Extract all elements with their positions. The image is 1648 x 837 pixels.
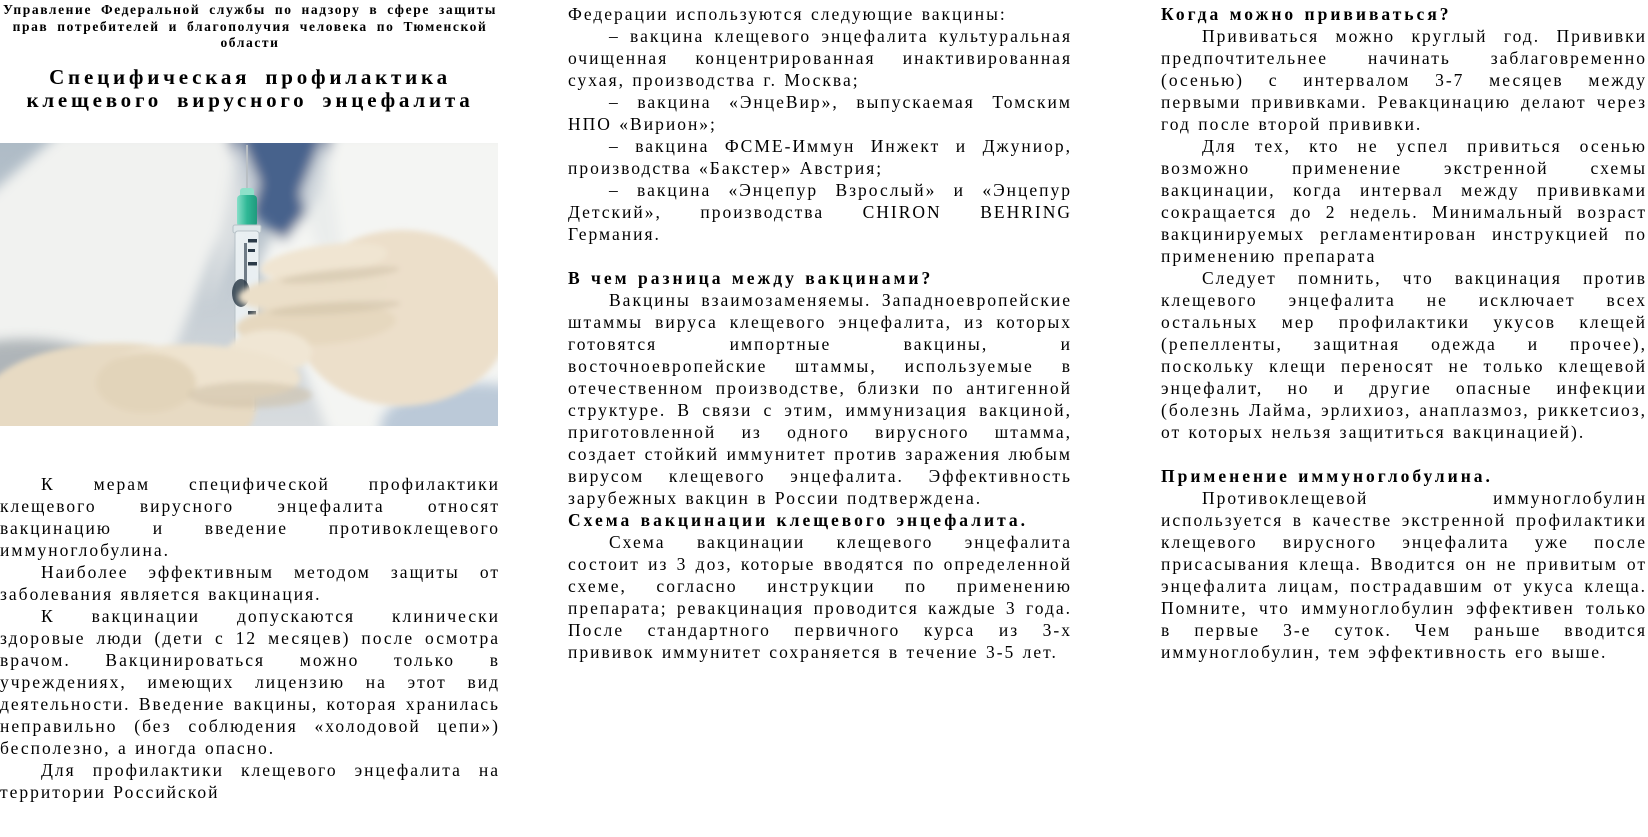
body-paragraph: Федерации используются следующие вакцины: [568, 4, 1007, 24]
body-paragraph: Схема вакцинации клещевого энцефалита состоит из 3 доз, которые вводятся по определенной схеме, согласно инструкции по применению препарата; ревакцинация проводится каждые 3 года. После стандартного первичного курса из 3-х прививок иммунитет сохраняется в течение 3-5 лет. [568, 532, 1072, 662]
body-paragraph: – вакцина ФСМЕ-Иммун Инжект и Джуниор, производства «Бакстер» Австрия; [568, 136, 1072, 178]
section-heading: Когда можно прививаться? [1161, 4, 1452, 24]
body-paragraph: Вакцины взаимозаменяемы. Западноевропейские штаммы вируса клещевого энцефалита, из которых готовятся импортные вакцины, и восточноевропейские штаммы, используемые в отечественном производстве, близки по антигенной структуре. В связи с этим, иммунизация вакциной, приготовленной из одного вирусного штамма, создает стойкий иммунитет против заражения любым вирусом клещевого энцефалита. Эффективность зарубежных вакцин в России подтверждена. [568, 290, 1072, 508]
column-left [0, 0, 500, 803]
org-header: Управление Федеральной службы по надзору в сфере защиты прав потребителей и благополучия человека по Тюменской области [2, 2, 498, 50]
section-heading: В чем разница между вакцинами? [568, 268, 934, 288]
syringe-photo [0, 143, 498, 426]
paragraph-spacer [568, 245, 1072, 267]
section-heading: Применение иммуноглобулина. [1161, 466, 1493, 486]
syringe-cap [237, 195, 257, 227]
body-paragraph: Для профилактики клещевого энцефалита на территории Российской [0, 759, 500, 802]
body-paragraph: – вакцина клещевого энцефалита культуральная очищенная концентрированная инактивированная сухая, производства г. Москва; [568, 26, 1072, 90]
syringe-needle [246, 145, 248, 193]
body-paragraph: Наиболее эффективным методом защиты от заболевания является вакцинация. [0, 561, 500, 604]
syringe-photo-illustration [0, 143, 498, 426]
body-paragraph: Следует помнить, что вакцинация против клещевого энцефалита не исключает всех остальных мер профилактики укусов клещей (репелленты, защитная одежда и прочее), поскольку клещи переносят не только клещевой энцефалит, но и другие опасные инфекции (болезнь Лайма, эрлихиоз, анаплазмоз, риккетсиоз, от которых нельзя защититься вакцинацией). [1161, 268, 1647, 442]
body-paragraph: Для тех, кто не успел привиться осенью возможно применение экстренной схемы вакцинации, когда интервал между прививками сокращается до 2 недель. Минимальный возраст вакцинируемых регламентирован инструкцией по применению препарата [1161, 136, 1647, 266]
page-title: Специфическая профилактика клещевого вирусного энцефалита [26, 64, 474, 112]
body-paragraph: – вакцина «Энцепур Взрослый» и «Энцепур Детский», производства CHIRON BEHRING Германия. [568, 180, 1072, 244]
body-paragraph: Противоклещевой иммуноглобулин используется в качестве экстренной профилактики клещевого вирусного энцефалита уже после присасывания клеща. Вводится он не привитым от энцефалита лицам, пострадавшим от укуса клеща. Помните, что иммуноглобулин эффективен только в первые 3-е суток. Чем раньше вводится иммуноглобулин, тем эффективность его выше. [1161, 488, 1647, 662]
body-paragraph: – вакцина «ЭнцеВир», выпускаемая Томским НПО «Вирион»; [568, 92, 1072, 134]
column-right [1161, 3, 1647, 663]
column-2-body [568, 3, 1072, 663]
section-heading: Схема вакцинации клещевого энцефалита. [568, 510, 1029, 530]
body-paragraph: Прививаться можно круглый год. Прививки предпочтительнее начинать заблаговременно (осенью) с интервалом 3-7 месяцев между первыми прививками. Ревакцинацию делают через год после второй прививки. [1161, 26, 1647, 134]
body-paragraph: К мерам специфической профилактики клещевого вирусного энцефалита относят вакцинацию и введение противоклещевого иммуноглобулина. [0, 473, 500, 560]
column-1-body [0, 473, 500, 803]
body-paragraph: К вакцинации допускаются клинически здоровые люди (дети с 12 месяцев) после осмотра врачом. Вакцинироваться можно только в учреждениях, имеющих лицензию на этот вид деятельности. Введение вакцины, которая хранилась неправильно (без соблюдения «холодовой цепи») бесполезно, а иногда опасно. [0, 605, 500, 758]
column-middle [568, 3, 1072, 663]
column-3-body [1161, 3, 1647, 663]
paragraph-spacer [1161, 443, 1647, 465]
